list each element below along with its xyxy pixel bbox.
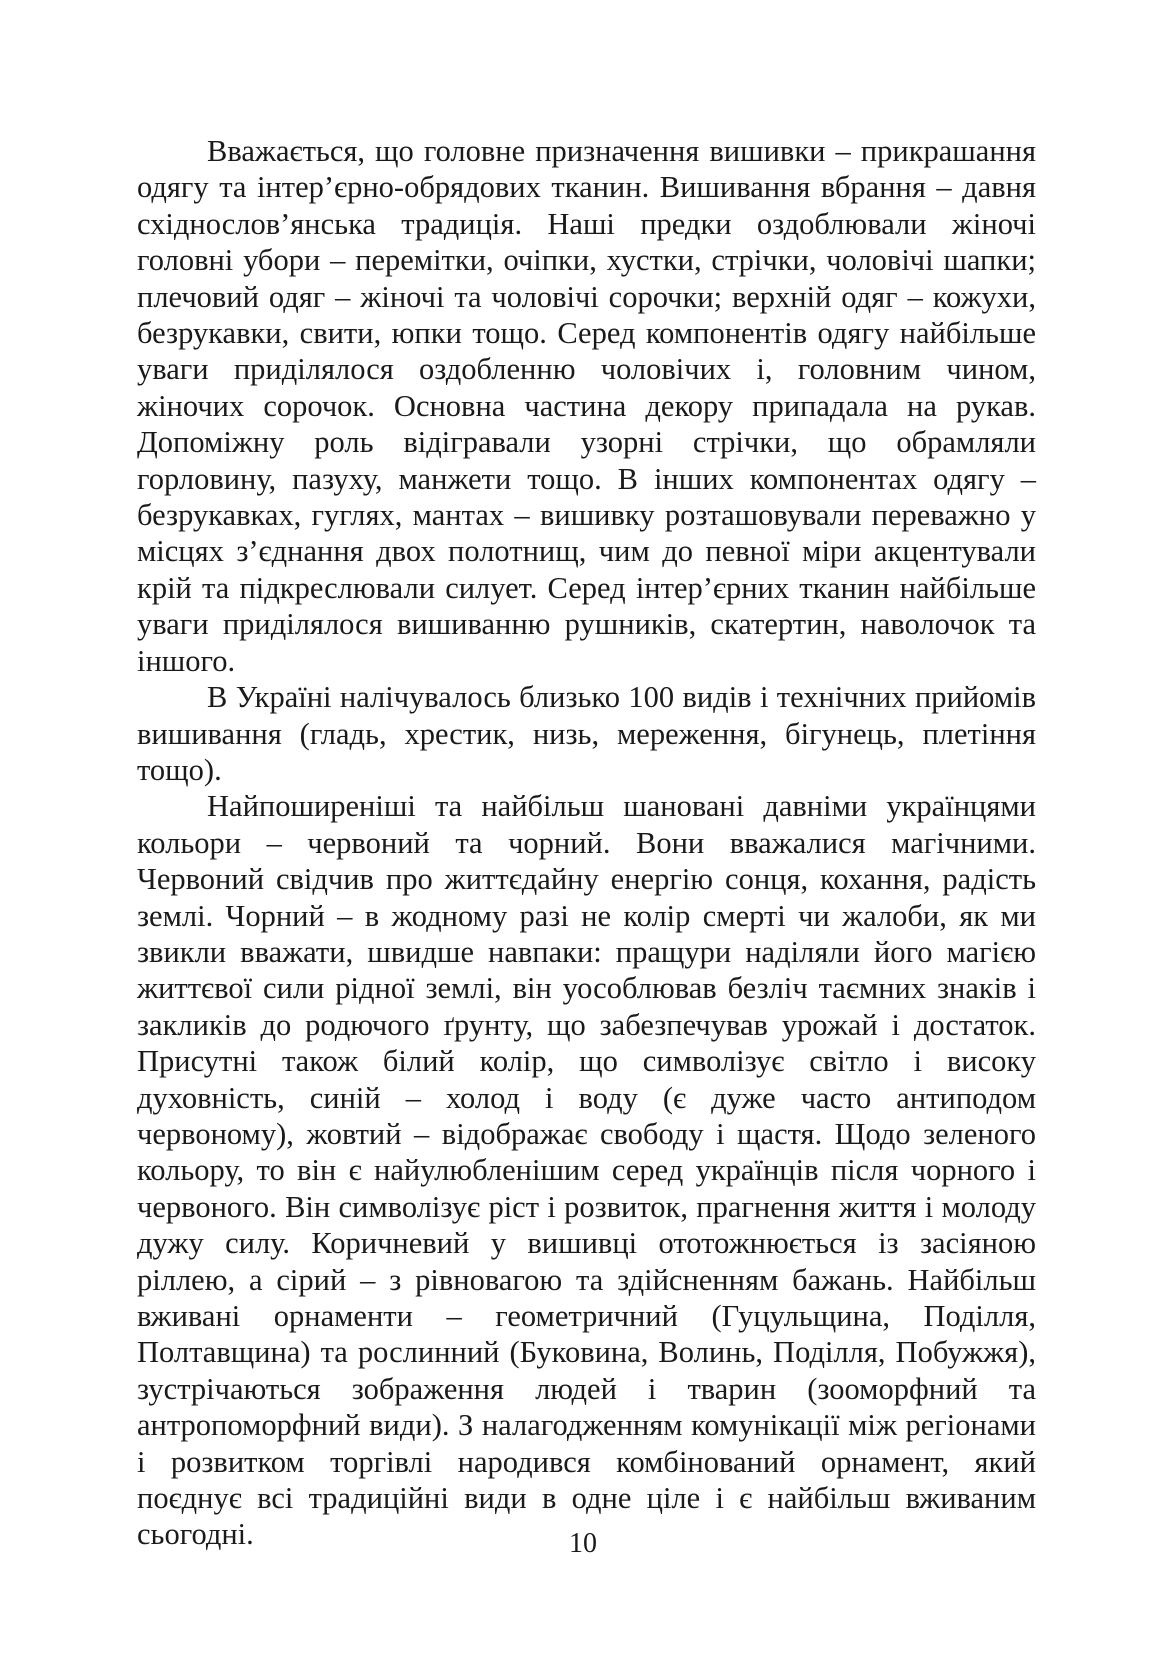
- body-text: [137, 133, 1036, 1553]
- paragraph-embroidery-colors: Найпоширеніші та найбільш шановані давніми українцями кольори – червоний та чорний. Вони вважалися магічними. Червоний свідчив про життєдайну енергію сонця, кохання, радість землі. Чорний – в жодному разі не колір смерті чи жалоби, як ми звикли вважати, швидше навпаки: пращури наділяли його магією життєвої сили рідної землі, він уособлював безліч таємних знаків і закликів до родючого ґрунту, що забезпечував урожай і достаток. Присутні також білий колір, що символізує світло і високу духовність, синій – холод і воду (є дуже часто антиподом червоному), жовтий – відображає свободу і щастя. Щодо зеленого кольору, то він є найулюбленішим серед українців після чорного і червоного. Він символізує ріст і розвиток, прагнення життя і молоду дужу силу. Коричневий у вишивці ототожнюється із засіяною ріллею, а сірий – з рівновагою та здійсненням бажань. Найбільш вживані орнаменти – геометричний (Гуцульщина, Поділля, Полтавщина) та рослинний (Буковина, Волинь, Поділля, Побужжя), зустрічаються зображення людей і тварин (зооморфний та антропоморфний види). З налагодженням комунікації між регіонами і розвитком торгівлі народився комбінований орнамент, який поєднує всі традиційні види в одне ціле і є найбільш вживаним сьогодні.: [137, 789, 1036, 1552]
- paragraph-embroidery-purpose: Вважається, що головне призначення вишивки – прикрашання одягу та інтер’єрно-обрядових тканин. Вишивання вбрання – давня східнослов’янська традиція. Наші предки оздоблювали жіночі головні убори – перемітки, очіпки, хустки, стрічки, чоловічі шапки; плечовий одяг – жіночі та чоловічі сорочки; верхній одяг – кожухи, безрукавки, свити, юпки тощо. Серед компонентів одягу найбільше уваги приділялося оздобленню чоловічих і, головним чином, жіночих сорочок. Основна частина декору припадала на рукав. Допоміжну роль відігравали узорні стрічки, що обрамляли горловину, пазуху, манжети тощо. В інших компонентах одягу – безрукавках, гуглях, мантах – вишивку розташовували переважно у місцях з’єднання двох полотнищ, чим до певної міри акцентували крій та підкреслювали силует. Серед інтер’єрних тканин найбільше уваги приділялося вишиванню рушників, скатертин, наволочок та іншого.: [137, 134, 1036, 678]
- page-number: 10: [569, 1528, 597, 1559]
- paragraph-embroidery-techniques: В Україні налічувалось близько 100 видів і технічних прийомів вишивання (гладь, хрестик, низь, мереження, бігунець, плетіння тощо).: [137, 680, 1036, 787]
